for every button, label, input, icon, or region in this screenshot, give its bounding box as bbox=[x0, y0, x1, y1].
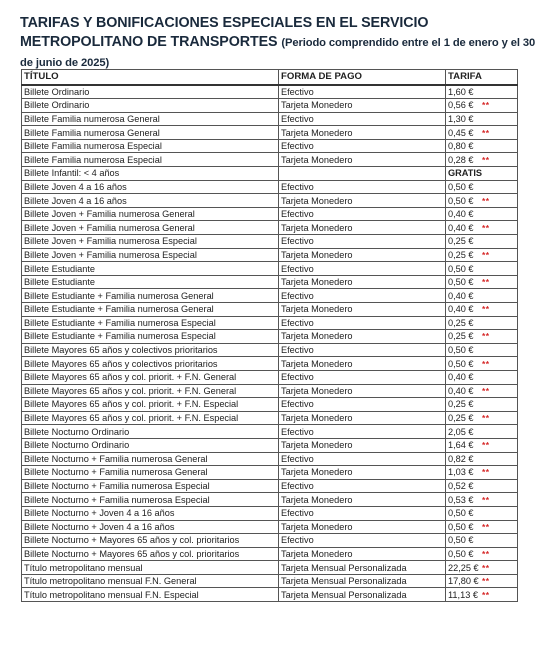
cell-titulo: Billete Nocturno Ordinario bbox=[22, 425, 279, 439]
table-row bbox=[22, 384, 518, 398]
cell-titulo: Billete Mayores 65 años y col. priorit. + F.N. General bbox=[22, 384, 279, 398]
tarjeta-mark: ** bbox=[482, 440, 490, 451]
table-row bbox=[22, 221, 518, 235]
table-row bbox=[22, 153, 518, 167]
tarjeta-mark: ** bbox=[482, 548, 490, 559]
cell-tarifa bbox=[446, 207, 518, 221]
cell-forma-de-pago: Tarjeta Monedero bbox=[279, 248, 446, 262]
column-header-titulo: TÍTULO bbox=[22, 70, 279, 85]
cell-tarifa bbox=[446, 194, 518, 208]
table-row bbox=[22, 561, 518, 575]
table-row bbox=[22, 370, 518, 384]
cell-forma-de-pago: Tarjeta Monedero bbox=[279, 221, 446, 235]
tarjeta-mark: ** bbox=[482, 589, 490, 600]
cell-tarifa bbox=[446, 235, 518, 249]
cell-titulo: Billete Estudiante bbox=[22, 262, 279, 276]
table-row bbox=[22, 588, 518, 602]
table-row bbox=[22, 112, 518, 126]
tarifa-value: 0,82 € bbox=[448, 453, 474, 464]
table-body bbox=[22, 85, 518, 602]
cell-titulo: Título metropolitano mensual F.N. Especial bbox=[22, 588, 279, 602]
cell-tarifa bbox=[446, 398, 518, 412]
cell-tarifa bbox=[446, 384, 518, 398]
table-row bbox=[22, 194, 518, 208]
cell-forma-de-pago: Efectivo bbox=[279, 534, 446, 548]
table-row bbox=[22, 262, 518, 276]
cell-titulo: Billete Joven 4 a 16 años bbox=[22, 180, 279, 194]
tarifa-value: 0,40 € bbox=[448, 385, 474, 396]
cell-tarifa bbox=[446, 520, 518, 534]
tarifa-value: 2,05 € bbox=[448, 426, 474, 437]
title-main: TARIFAS Y BONIFICACIONES ESPECIALES EN EL SERVICIO METROPOLITANO DE TRANSPORTES bbox=[20, 15, 429, 50]
cell-tarifa bbox=[446, 370, 518, 384]
cell-titulo: Billete Joven + Familia numerosa General bbox=[22, 207, 279, 221]
table-row bbox=[22, 547, 518, 561]
cell-forma-de-pago: Efectivo bbox=[279, 370, 446, 384]
tarifa-value: 0,50 € bbox=[448, 195, 474, 206]
tarifa-value: 0,50 € bbox=[448, 181, 474, 192]
cell-forma-de-pago: Tarjeta Monedero bbox=[279, 357, 446, 371]
cell-titulo: Billete Nocturno + Familia numerosa Especial bbox=[22, 479, 279, 493]
table-row bbox=[22, 275, 518, 289]
tarifa-value: 0,40 € bbox=[448, 222, 474, 233]
tarifa-value: GRATIS bbox=[448, 168, 483, 179]
table-row bbox=[22, 520, 518, 534]
tarifa-value: 0,80 € bbox=[448, 141, 474, 152]
table-row bbox=[22, 139, 518, 153]
cell-titulo: Billete Nocturno Ordinario bbox=[22, 438, 279, 452]
cell-forma-de-pago: Tarjeta Monedero bbox=[279, 493, 446, 507]
table-row bbox=[22, 167, 518, 181]
cell-tarifa bbox=[446, 357, 518, 371]
cell-forma-de-pago: Tarjeta Monedero bbox=[279, 411, 446, 425]
table-row bbox=[22, 506, 518, 520]
cell-tarifa bbox=[446, 588, 518, 602]
cell-tarifa bbox=[446, 126, 518, 140]
tarifa-value: 0,50 € bbox=[448, 345, 474, 356]
cell-forma-de-pago: Efectivo bbox=[279, 452, 446, 466]
tarifa-value: 0,53 € bbox=[448, 494, 474, 505]
cell-tarifa bbox=[446, 180, 518, 194]
tarifa-value: 1,03 € bbox=[448, 467, 474, 478]
cell-titulo: Billete Nocturno + Familia numerosa General bbox=[22, 452, 279, 466]
table-row bbox=[22, 85, 518, 99]
tarifa-value: 22,25 € bbox=[448, 562, 479, 573]
cell-forma-de-pago: Efectivo bbox=[279, 343, 446, 357]
table-row bbox=[22, 303, 518, 317]
cell-forma-de-pago: Tarjeta Monedero bbox=[279, 384, 446, 398]
cell-forma-de-pago: Tarjeta Monedero bbox=[279, 153, 446, 167]
cell-forma-de-pago: Tarjeta Mensual Personalizada bbox=[279, 561, 446, 575]
cell-tarifa bbox=[446, 574, 518, 588]
cell-titulo: Billete Estudiante + Familia numerosa General bbox=[22, 303, 279, 317]
cell-forma-de-pago: Tarjeta Monedero bbox=[279, 520, 446, 534]
tarjeta-mark: ** bbox=[482, 576, 490, 587]
tarifa-value: 0,50 € bbox=[448, 508, 474, 519]
tariff-table bbox=[21, 69, 518, 602]
tarifa-value: 0,40 € bbox=[448, 290, 474, 301]
cell-forma-de-pago: Tarjeta Monedero bbox=[279, 330, 446, 344]
tarjeta-mark: ** bbox=[482, 195, 490, 206]
cell-titulo: Billete Familia numerosa Especial bbox=[22, 153, 279, 167]
tarjeta-mark: ** bbox=[482, 331, 490, 342]
cell-forma-de-pago: Efectivo bbox=[279, 235, 446, 249]
cell-forma-de-pago: Tarjeta Monedero bbox=[279, 438, 446, 452]
cell-titulo: Título metropolitano mensual bbox=[22, 561, 279, 575]
tarifa-value: 0,28 € bbox=[448, 154, 474, 165]
tarjeta-mark: ** bbox=[482, 385, 490, 396]
cell-titulo: Billete Joven + Familia numerosa Especial bbox=[22, 235, 279, 249]
table-row bbox=[22, 534, 518, 548]
cell-titulo: Billete Estudiante + Familia numerosa General bbox=[22, 289, 279, 303]
cell-tarifa bbox=[446, 452, 518, 466]
column-header-forma-de-pago: FORMA DE PAGO bbox=[279, 70, 446, 85]
cell-tarifa bbox=[446, 221, 518, 235]
cell-forma-de-pago: Efectivo bbox=[279, 139, 446, 153]
cell-titulo: Billete Ordinario bbox=[22, 99, 279, 113]
cell-titulo: Billete Estudiante + Familia numerosa Especial bbox=[22, 330, 279, 344]
table-row bbox=[22, 493, 518, 507]
tarifa-value: 17,80 € bbox=[448, 576, 479, 587]
cell-titulo: Billete Mayores 65 años y col. priorit. + F.N. Especial bbox=[22, 398, 279, 412]
tarjeta-mark: ** bbox=[482, 249, 490, 260]
table-row bbox=[22, 438, 518, 452]
cell-tarifa bbox=[446, 167, 518, 181]
tarjeta-mark: ** bbox=[482, 562, 490, 573]
cell-tarifa bbox=[446, 99, 518, 113]
tarifa-value: 0,50 € bbox=[448, 521, 474, 532]
cell-forma-de-pago: Efectivo bbox=[279, 289, 446, 303]
table-row bbox=[22, 99, 518, 113]
cell-tarifa bbox=[446, 479, 518, 493]
cell-tarifa bbox=[446, 262, 518, 276]
cell-forma-de-pago: Tarjeta Monedero bbox=[279, 303, 446, 317]
table-row bbox=[22, 425, 518, 439]
tarifa-value: 1,30 € bbox=[448, 113, 474, 124]
tarifa-value: 0,50 € bbox=[448, 358, 474, 369]
tarjeta-mark: ** bbox=[482, 100, 490, 111]
cell-forma-de-pago: Efectivo bbox=[279, 425, 446, 439]
tarjeta-mark: ** bbox=[482, 154, 490, 165]
cell-titulo: Billete Estudiante + Familia numerosa Especial bbox=[22, 316, 279, 330]
cell-titulo: Billete Nocturno + Familia numerosa General bbox=[22, 466, 279, 480]
table-row bbox=[22, 398, 518, 412]
cell-forma-de-pago: Efectivo bbox=[279, 262, 446, 276]
cell-titulo: Billete Infantil: < 4 años bbox=[22, 167, 279, 181]
cell-titulo: Billete Ordinario bbox=[22, 85, 279, 99]
cell-tarifa bbox=[446, 343, 518, 357]
cell-tarifa bbox=[446, 466, 518, 480]
cell-titulo: Billete Joven 4 a 16 años bbox=[22, 194, 279, 208]
cell-tarifa bbox=[446, 411, 518, 425]
cell-titulo: Billete Mayores 65 años y colectivos prioritarios bbox=[22, 343, 279, 357]
table-header-row bbox=[22, 70, 518, 85]
tarjeta-mark: ** bbox=[482, 521, 490, 532]
cell-tarifa bbox=[446, 112, 518, 126]
tarifa-value: 1,60 € bbox=[448, 86, 474, 97]
cell-forma-de-pago: Tarjeta Monedero bbox=[279, 194, 446, 208]
tarifa-value: 0,50 € bbox=[448, 263, 474, 274]
table-row bbox=[22, 411, 518, 425]
cell-tarifa bbox=[446, 425, 518, 439]
tarifa-value: 0,50 € bbox=[448, 277, 474, 288]
cell-titulo: Billete Mayores 65 años y col. priorit. + F.N. Especial bbox=[22, 411, 279, 425]
tarjeta-mark: ** bbox=[482, 413, 490, 424]
tarjeta-mark: ** bbox=[482, 304, 490, 315]
cell-titulo: Billete Estudiante bbox=[22, 275, 279, 289]
tarifa-value: 0,50 € bbox=[448, 548, 474, 559]
tarifa-value: 0,56 € bbox=[448, 100, 474, 111]
cell-forma-de-pago: Tarjeta Mensual Personalizada bbox=[279, 574, 446, 588]
cell-forma-de-pago: Tarjeta Monedero bbox=[279, 547, 446, 561]
tarifa-value: 11,13 € bbox=[448, 589, 478, 600]
cell-forma-de-pago: Efectivo bbox=[279, 506, 446, 520]
cell-forma-de-pago: Efectivo bbox=[279, 180, 446, 194]
cell-titulo: Billete Nocturno + Mayores 65 años y col. prioritarios bbox=[22, 534, 279, 548]
table-row bbox=[22, 343, 518, 357]
cell-tarifa bbox=[446, 139, 518, 153]
cell-titulo: Billete Familia numerosa Especial bbox=[22, 139, 279, 153]
tarifa-value: 0,40 € bbox=[448, 304, 474, 315]
cell-tarifa bbox=[446, 561, 518, 575]
table-row bbox=[22, 452, 518, 466]
cell-forma-de-pago: Tarjeta Monedero bbox=[279, 466, 446, 480]
cell-tarifa bbox=[446, 493, 518, 507]
tarifa-value: 0,40 € bbox=[448, 372, 474, 383]
table-row bbox=[22, 330, 518, 344]
table-row bbox=[22, 357, 518, 371]
table-row bbox=[22, 180, 518, 194]
cell-titulo: Billete Familia numerosa General bbox=[22, 112, 279, 126]
cell-titulo: Billete Mayores 65 años y col. priorit. + F.N. General bbox=[22, 370, 279, 384]
table-row bbox=[22, 235, 518, 249]
cell-tarifa bbox=[446, 275, 518, 289]
cell-forma-de-pago: Efectivo bbox=[279, 112, 446, 126]
document-title bbox=[20, 14, 540, 73]
cell-titulo: Título metropolitano mensual F.N. General bbox=[22, 574, 279, 588]
cell-titulo: Billete Nocturno + Joven 4 a 16 años bbox=[22, 520, 279, 534]
cell-tarifa bbox=[446, 506, 518, 520]
cell-titulo: Billete Nocturno + Joven 4 a 16 años bbox=[22, 506, 279, 520]
cell-titulo: Billete Joven + Familia numerosa General bbox=[22, 221, 279, 235]
table-row bbox=[22, 126, 518, 140]
cell-tarifa bbox=[446, 153, 518, 167]
table-row bbox=[22, 574, 518, 588]
cell-tarifa bbox=[446, 330, 518, 344]
cell-tarifa bbox=[446, 85, 518, 99]
title-period: (Periodo comprendido entre el 1 de enero y el 30 de junio de 2025) bbox=[20, 37, 536, 69]
tarifa-value: 1,64 € bbox=[448, 440, 474, 451]
cell-tarifa bbox=[446, 248, 518, 262]
cell-forma-de-pago: Efectivo bbox=[279, 316, 446, 330]
table-row bbox=[22, 248, 518, 262]
tarjeta-mark: ** bbox=[482, 277, 490, 288]
tarifa-value: 0,25 € bbox=[448, 249, 474, 260]
cell-forma-de-pago: Tarjeta Monedero bbox=[279, 275, 446, 289]
tarifa-value: 0,52 € bbox=[448, 481, 474, 492]
tarifa-value: 0,25 € bbox=[448, 236, 474, 247]
cell-tarifa bbox=[446, 547, 518, 561]
tarifa-value: 0,50 € bbox=[448, 535, 474, 546]
column-header-tarifa: TARIFA bbox=[446, 70, 518, 85]
cell-forma-de-pago: Efectivo bbox=[279, 207, 446, 221]
cell-forma-de-pago: Efectivo bbox=[279, 479, 446, 493]
cell-forma-de-pago: Efectivo bbox=[279, 85, 446, 99]
cell-forma-de-pago: Tarjeta Monedero bbox=[279, 126, 446, 140]
table-row bbox=[22, 316, 518, 330]
tarifa-value: 0,45 € bbox=[448, 127, 474, 138]
cell-tarifa bbox=[446, 289, 518, 303]
tarjeta-mark: ** bbox=[482, 127, 490, 138]
table-row bbox=[22, 289, 518, 303]
tarifa-value: 0,25 € bbox=[448, 317, 474, 328]
tarjeta-mark: ** bbox=[482, 358, 490, 369]
cell-titulo: Billete Nocturno + Mayores 65 años y col. prioritarios bbox=[22, 547, 279, 561]
table-row bbox=[22, 207, 518, 221]
tarifa-value: 0,40 € bbox=[448, 209, 474, 220]
cell-tarifa bbox=[446, 438, 518, 452]
cell-titulo: Billete Nocturno + Familia numerosa Especial bbox=[22, 493, 279, 507]
tarifa-value: 0,25 € bbox=[448, 399, 474, 410]
cell-forma-de-pago: Tarjeta Monedero bbox=[279, 99, 446, 113]
table-row bbox=[22, 479, 518, 493]
cell-titulo: Billete Mayores 65 años y colectivos prioritarios bbox=[22, 357, 279, 371]
tarifa-value: 0,25 € bbox=[448, 331, 474, 342]
cell-titulo: Billete Joven + Familia numerosa Especial bbox=[22, 248, 279, 262]
tarjeta-mark: ** bbox=[482, 467, 490, 478]
table-row bbox=[22, 466, 518, 480]
tarjeta-mark: ** bbox=[482, 222, 490, 233]
cell-tarifa bbox=[446, 316, 518, 330]
tarjeta-mark: ** bbox=[482, 494, 490, 505]
cell-forma-de-pago: Efectivo bbox=[279, 398, 446, 412]
cell-tarifa bbox=[446, 303, 518, 317]
cell-forma-de-pago bbox=[279, 167, 446, 181]
cell-forma-de-pago: Tarjeta Mensual Personalizada bbox=[279, 588, 446, 602]
cell-tarifa bbox=[446, 534, 518, 548]
cell-titulo: Billete Familia numerosa General bbox=[22, 126, 279, 140]
tarifa-value: 0,25 € bbox=[448, 413, 474, 424]
